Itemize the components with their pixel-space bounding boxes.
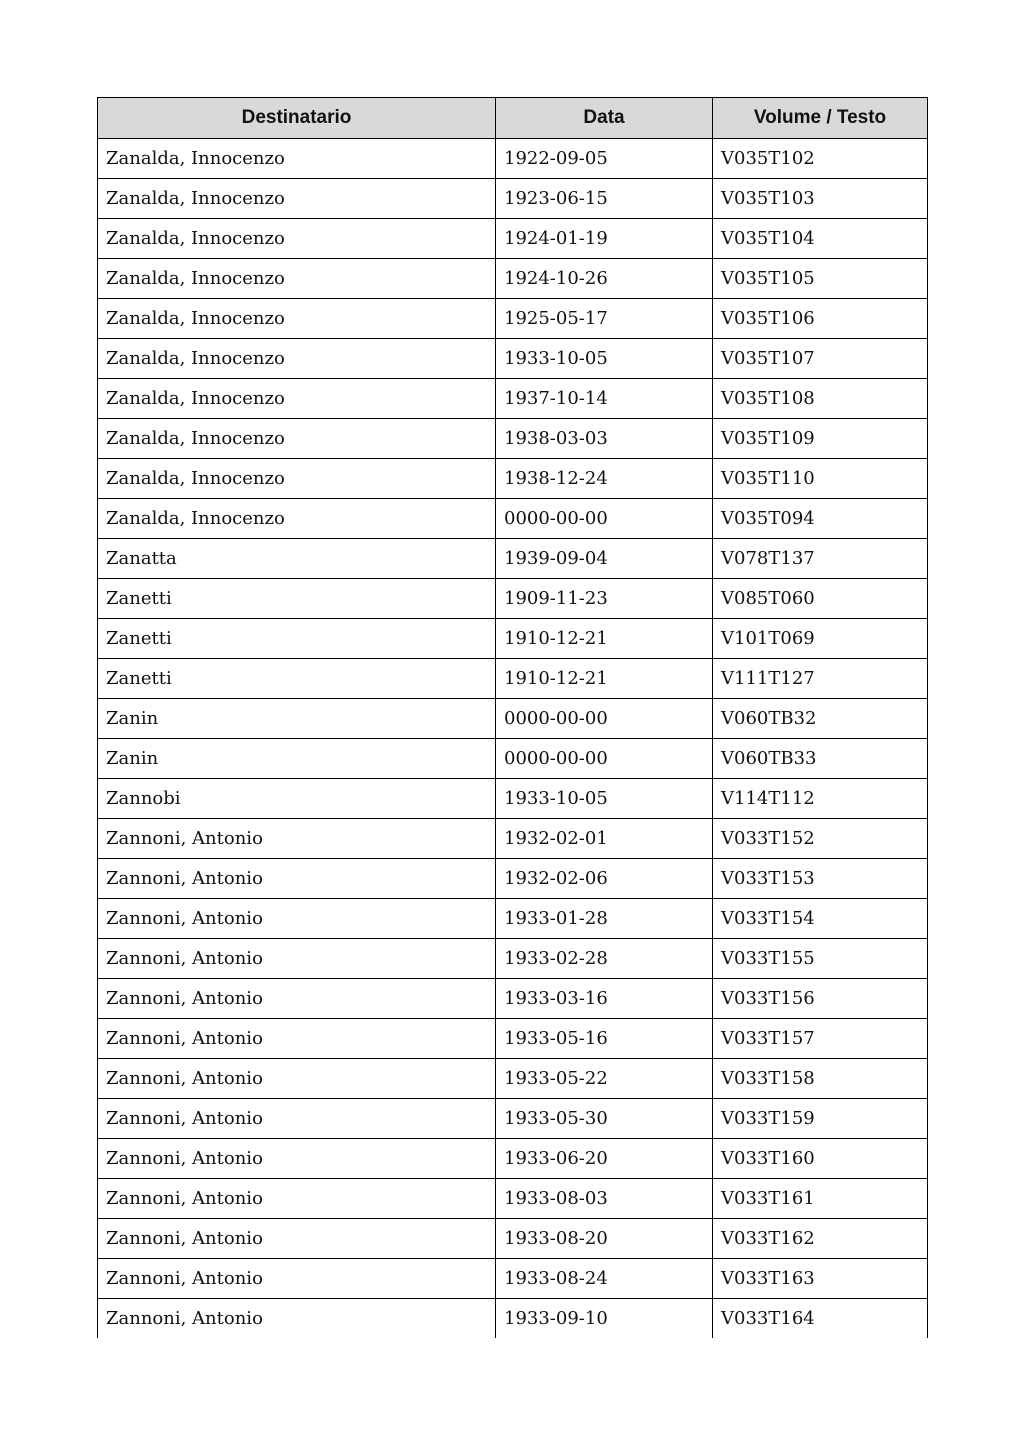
- table-row: [98, 259, 928, 299]
- table-row: [98, 539, 928, 579]
- cell-data: 0000-00-00: [496, 499, 713, 539]
- cell-destinatario: Zannoni, Antonio: [98, 979, 496, 1019]
- table-row: [98, 699, 928, 739]
- cell-volume-testo: V033T155: [713, 939, 928, 979]
- cell-volume-testo: V101T069: [713, 619, 928, 659]
- cell-destinatario: Zannoni, Antonio: [98, 1219, 496, 1259]
- cell-volume-testo: V033T161: [713, 1179, 928, 1219]
- table-row: [98, 1099, 928, 1139]
- cell-volume-testo: V111T127: [713, 659, 928, 699]
- cell-destinatario: Zanetti: [98, 619, 496, 659]
- table-row: [98, 1179, 928, 1219]
- cell-data: 1910-12-21: [496, 619, 713, 659]
- cell-data: 1939-09-04: [496, 539, 713, 579]
- table-row: [98, 739, 928, 779]
- table-row: [98, 1019, 928, 1059]
- cell-destinatario: Zanalda, Innocenzo: [98, 379, 496, 419]
- cell-volume-testo: V035T104: [713, 219, 928, 259]
- cell-data: 1932-02-06: [496, 859, 713, 899]
- table-row: [98, 899, 928, 939]
- table-row: [98, 419, 928, 459]
- cell-data: 1938-03-03: [496, 419, 713, 459]
- cell-volume-testo: V060TB33: [713, 739, 928, 779]
- table-row: [98, 659, 928, 699]
- cell-data: 1933-05-30: [496, 1099, 713, 1139]
- table-row: [98, 859, 928, 899]
- cell-data: 1924-01-19: [496, 219, 713, 259]
- cell-volume-testo: V033T154: [713, 899, 928, 939]
- column-header-destinatario: Destinatario: [98, 98, 496, 139]
- cell-volume-testo: V033T152: [713, 819, 928, 859]
- cell-data: 1933-10-05: [496, 779, 713, 819]
- cell-data: 1933-05-22: [496, 1059, 713, 1099]
- cell-destinatario: Zannoni, Antonio: [98, 1099, 496, 1139]
- cell-volume-testo: V033T160: [713, 1139, 928, 1179]
- table-row: [98, 219, 928, 259]
- cell-destinatario: Zanalda, Innocenzo: [98, 179, 496, 219]
- cell-volume-testo: V033T163: [713, 1259, 928, 1299]
- cell-data: 1938-12-24: [496, 459, 713, 499]
- letters-table: [97, 97, 928, 1338]
- cell-volume-testo: V033T164: [713, 1299, 928, 1339]
- cell-destinatario: Zanetti: [98, 579, 496, 619]
- cell-volume-testo: V035T108: [713, 379, 928, 419]
- cell-destinatario: Zanalda, Innocenzo: [98, 459, 496, 499]
- table-row: [98, 619, 928, 659]
- cell-volume-testo: V078T137: [713, 539, 928, 579]
- cell-volume-testo: V033T162: [713, 1219, 928, 1259]
- table-row: [98, 779, 928, 819]
- cell-volume-testo: V035T103: [713, 179, 928, 219]
- table-row: [98, 819, 928, 859]
- cell-data: 1933-08-03: [496, 1179, 713, 1219]
- cell-destinatario: Zannoni, Antonio: [98, 1299, 496, 1339]
- cell-destinatario: Zannobi: [98, 779, 496, 819]
- cell-data: 1933-01-28: [496, 899, 713, 939]
- cell-volume-testo: V035T110: [713, 459, 928, 499]
- cell-destinatario: Zanalda, Innocenzo: [98, 339, 496, 379]
- table-row: [98, 139, 928, 179]
- cell-data: 1933-02-28: [496, 939, 713, 979]
- table-body: [98, 139, 928, 1339]
- cell-data: 1933-09-10: [496, 1299, 713, 1339]
- table-row: [98, 1299, 928, 1339]
- cell-data: 1924-10-26: [496, 259, 713, 299]
- cell-destinatario: Zannoni, Antonio: [98, 1179, 496, 1219]
- cell-destinatario: Zanin: [98, 699, 496, 739]
- cell-volume-testo: V035T094: [713, 499, 928, 539]
- table-row: [98, 339, 928, 379]
- cell-destinatario: Zannoni, Antonio: [98, 939, 496, 979]
- cell-destinatario: Zannoni, Antonio: [98, 1019, 496, 1059]
- cell-destinatario: Zanatta: [98, 539, 496, 579]
- cell-volume-testo: V033T158: [713, 1059, 928, 1099]
- cell-data: 1933-06-20: [496, 1139, 713, 1179]
- cell-volume-testo: V060TB32: [713, 699, 928, 739]
- table-row: [98, 459, 928, 499]
- cell-destinatario: Zannoni, Antonio: [98, 819, 496, 859]
- table-header-row: [98, 98, 928, 139]
- table-row: [98, 1259, 928, 1299]
- cell-data: 1932-02-01: [496, 819, 713, 859]
- cell-destinatario: Zannoni, Antonio: [98, 1059, 496, 1099]
- cell-data: 1937-10-14: [496, 379, 713, 419]
- table-row: [98, 939, 928, 979]
- cell-destinatario: Zanin: [98, 739, 496, 779]
- cell-volume-testo: V035T102: [713, 139, 928, 179]
- cell-data: 1923-06-15: [496, 179, 713, 219]
- cell-destinatario: Zanalda, Innocenzo: [98, 259, 496, 299]
- table-row: [98, 299, 928, 339]
- cell-data: 0000-00-00: [496, 739, 713, 779]
- cell-volume-testo: V033T157: [713, 1019, 928, 1059]
- cell-destinatario: Zanalda, Innocenzo: [98, 299, 496, 339]
- table-row: [98, 979, 928, 1019]
- cell-data: 1933-08-20: [496, 1219, 713, 1259]
- cell-destinatario: Zannoni, Antonio: [98, 1259, 496, 1299]
- cell-destinatario: Zannoni, Antonio: [98, 1139, 496, 1179]
- column-header-volume-testo: Volume / Testo: [713, 98, 928, 139]
- cell-volume-testo: V085T060: [713, 579, 928, 619]
- cell-data: 1909-11-23: [496, 579, 713, 619]
- cell-destinatario: Zanalda, Innocenzo: [98, 419, 496, 459]
- cell-volume-testo: V033T153: [713, 859, 928, 899]
- column-header-data: Data: [496, 98, 713, 139]
- cell-destinatario: Zanalda, Innocenzo: [98, 139, 496, 179]
- table-row: [98, 1059, 928, 1099]
- cell-data: 1910-12-21: [496, 659, 713, 699]
- cell-data: 1922-09-05: [496, 139, 713, 179]
- table-row: [98, 379, 928, 419]
- table-row: [98, 1139, 928, 1179]
- cell-data: 0000-00-00: [496, 699, 713, 739]
- table-row: [98, 579, 928, 619]
- cell-destinatario: Zannoni, Antonio: [98, 859, 496, 899]
- cell-data: 1925-05-17: [496, 299, 713, 339]
- table-row: [98, 499, 928, 539]
- cell-volume-testo: V035T105: [713, 259, 928, 299]
- cell-data: 1933-10-05: [496, 339, 713, 379]
- table-row: [98, 1219, 928, 1259]
- cell-destinatario: Zanetti: [98, 659, 496, 699]
- cell-destinatario: Zanalda, Innocenzo: [98, 219, 496, 259]
- cell-volume-testo: V033T159: [713, 1099, 928, 1139]
- cell-volume-testo: V114T112: [713, 779, 928, 819]
- cell-destinatario: Zannoni, Antonio: [98, 899, 496, 939]
- cell-data: 1933-08-24: [496, 1259, 713, 1299]
- cell-volume-testo: V035T106: [713, 299, 928, 339]
- cell-volume-testo: V033T156: [713, 979, 928, 1019]
- cell-volume-testo: V035T109: [713, 419, 928, 459]
- table-row: [98, 179, 928, 219]
- cell-destinatario: Zanalda, Innocenzo: [98, 499, 496, 539]
- cell-volume-testo: V035T107: [713, 339, 928, 379]
- cell-data: 1933-03-16: [496, 979, 713, 1019]
- cell-data: 1933-05-16: [496, 1019, 713, 1059]
